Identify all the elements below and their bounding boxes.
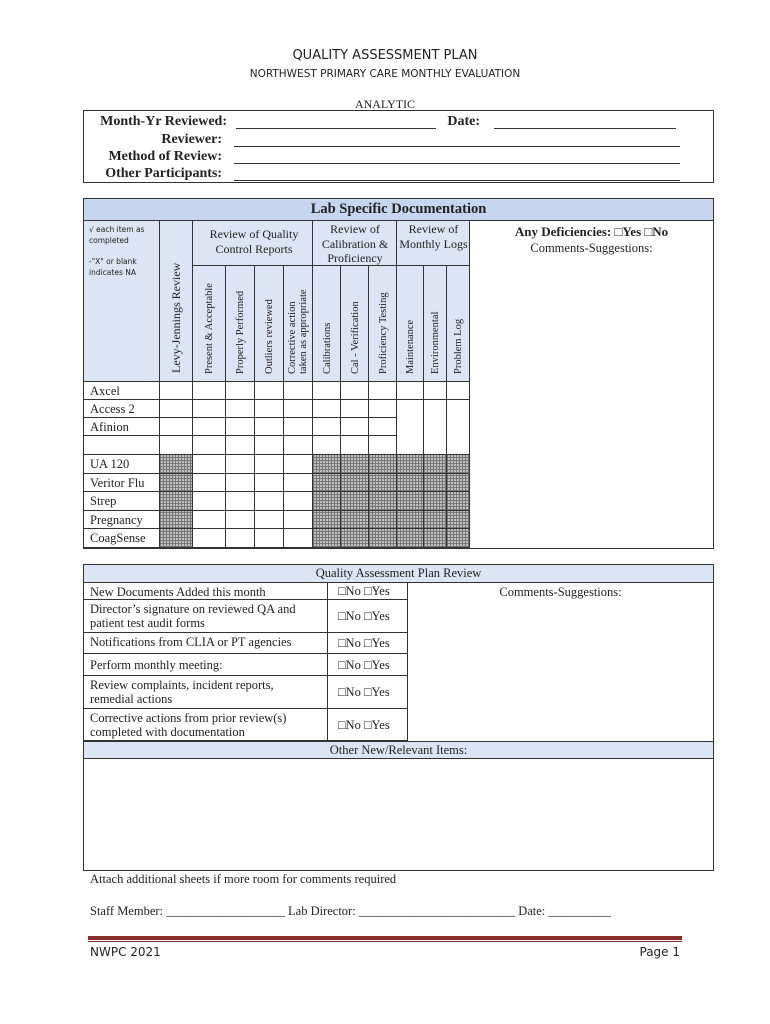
review-info-box [83,110,714,183]
check-cell[interactable] [369,382,397,400]
check-cell[interactable] [226,474,255,492]
instrument-row-b-3 [84,511,160,529]
instrument-label: Afinion [90,420,129,434]
check-cell[interactable] [341,400,369,418]
instrument-label: CoagSense [90,531,146,545]
department-label: ANALYTIC [354,97,416,111]
check-cell[interactable] [424,382,447,400]
col-problem-log-label: Problem Log [453,318,464,374]
instrument-row-a-0 [84,382,160,400]
legend-na: -"X" or blank indicates NA [89,257,137,277]
check-cell[interactable] [255,455,284,474]
check-cell[interactable] [160,418,193,436]
qa-item-row-5 [84,709,408,741]
check-cell[interactable] [226,511,255,529]
check-cell[interactable] [341,382,369,400]
col-calibrations-label: Calibrations [322,322,333,374]
qa-comments-label: Comments-Suggestions: [499,585,622,599]
qa-yes-no-5[interactable]: □No □Yes [338,718,390,732]
na-cell [313,529,341,548]
na-cell [447,455,470,474]
check-cell[interactable] [160,382,193,400]
check-cell[interactable] [255,492,284,511]
col-calibrations-header [313,266,341,382]
check-cell[interactable] [313,382,341,400]
reviewer-field[interactable] [234,146,680,147]
col-environmental-label: Environmental [430,311,441,374]
na-cell [369,511,397,529]
na-cell [369,455,397,474]
check-cell[interactable] [369,400,397,418]
check-cell[interactable] [341,436,369,455]
na-cell [369,474,397,492]
lab-documentation-table [83,198,714,549]
check-cell[interactable] [284,400,313,418]
monthly-log-cell[interactable] [447,400,470,455]
na-cell [341,529,369,548]
check-cell[interactable] [255,529,284,548]
qa-item-row-3 [84,654,408,676]
na-cell [424,474,447,492]
qa-yes-no-1[interactable]: □No □Yes [338,609,390,623]
qa-title: Quality Assessment Plan Review [84,565,713,583]
qa-item-label: Corrective actions from prior review(s) completed with documentation [90,711,287,739]
na-cell [369,529,397,548]
qa-item-label: Perform monthly meeting: [90,658,223,672]
month-yr-field[interactable] [236,128,436,129]
instrument-row-b-4 [84,529,160,548]
na-cell [341,455,369,474]
na-cell [369,492,397,511]
instrument-row-a-3 [84,436,160,455]
qa-yes-no-4[interactable]: □No □Yes [338,685,390,699]
na-cell [397,511,424,529]
check-cell[interactable] [369,418,397,436]
col-outliers-header [255,266,284,382]
na-cell [160,455,193,474]
quality-control-group [193,221,313,266]
check-cell[interactable] [226,418,255,436]
participants-label: Other Participants: [105,166,222,181]
check-cell[interactable] [226,382,255,400]
na-cell [160,529,193,548]
col-maintenance-label: Maintenance [405,319,416,374]
levy-jennings-label: Levy-Jennings Review [169,262,183,373]
lab-table-title: Lab Specific Documentation [84,199,713,221]
other-items-textarea[interactable] [84,759,713,870]
col-present-label: Present & Acceptable [204,283,215,374]
na-cell [313,455,341,474]
col-proficiency-label: Proficiency Testing [378,292,389,374]
na-cell [424,492,447,511]
check-cell[interactable] [255,511,284,529]
check-cell[interactable] [226,492,255,511]
check-cell[interactable] [255,400,284,418]
col-environmental-header [424,266,447,382]
deficiencies-area [470,221,713,548]
method-label: Method of Review: [108,149,222,164]
monthly-logs-group-label: Review of Monthly Logs [399,222,468,251]
check-cell[interactable] [193,529,226,548]
qa-yes-no-0[interactable]: □No □Yes [338,584,390,598]
col-proficiency-header [369,266,397,382]
monthly-log-cell[interactable] [397,400,424,455]
na-cell [447,474,470,492]
calibration-group [313,221,397,266]
footer-rule-thin [88,941,682,942]
na-cell [341,511,369,529]
date-field[interactable] [494,128,676,129]
na-cell [447,492,470,511]
footer-org-year: NWPC 2021 [90,945,161,959]
check-cell[interactable] [193,418,226,436]
qa-item-label: New Documents Added this month [90,585,266,599]
check-cell[interactable] [193,382,226,400]
col-maintenance-header [397,266,424,382]
na-cell [397,474,424,492]
month-yr-label: Month-Yr Reviewed: [100,114,227,129]
check-cell[interactable] [193,474,226,492]
levy-jennings-header [160,221,193,382]
col-present-header [193,266,226,382]
check-cell[interactable] [255,418,284,436]
calibration-group-label: Review of Calibration & Proficiency [321,222,389,265]
check-cell[interactable] [313,418,341,436]
col-corrective-label-1: Corrective action [287,301,298,374]
instrument-row-b-1 [84,474,160,492]
na-cell [160,511,193,529]
col-corrective-label-2: taken as appropriate [298,289,309,374]
na-cell [424,455,447,474]
instrument-label: Veritor Flu [90,476,145,490]
na-cell [397,529,424,548]
check-cell[interactable] [284,529,313,548]
date-label: Date: [447,114,480,129]
qa-review-table [83,564,714,871]
check-cell[interactable] [255,474,284,492]
instrument-label: Access 2 [90,402,135,416]
instrument-label: Pregnancy [90,513,143,527]
col-properly-header [226,266,255,382]
check-cell[interactable] [341,418,369,436]
other-items-header: Other New/Relevant Items: [84,741,713,759]
check-cell[interactable] [193,455,226,474]
attach-note: Attach additional sheets if more room for comments required [90,872,397,886]
qa-item-label: Director’s signature on reviewed QA and patient test audit forms [90,602,296,630]
na-cell [313,492,341,511]
col-corrective-header [284,266,313,382]
deficiencies-label[interactable]: Any Deficiencies: □Yes □No [514,224,669,239]
document-title: QUALITY ASSESSMENT PLAN [292,48,478,63]
check-cell[interactable] [226,436,255,455]
na-cell [424,511,447,529]
col-cal-verification-header [341,266,369,382]
qa-item-row-2 [84,633,408,654]
qa-item-row-1 [84,600,408,633]
qa-item-label: Notifications from CLIA or PT agencies [90,635,292,649]
monthly-log-cell[interactable] [424,400,447,455]
check-cell[interactable] [226,455,255,474]
na-cell [313,474,341,492]
qa-item-row-4 [84,676,408,709]
instrument-label: UA 120 [90,457,130,471]
check-cell[interactable] [284,474,313,492]
qa-item-label: Review complaints, incident reports, remedial actions [90,678,274,706]
check-cell[interactable] [313,400,341,418]
check-cell[interactable] [193,492,226,511]
instrument-row-a-2 [84,418,160,436]
check-cell[interactable] [226,400,255,418]
instrument-label: Strep [90,494,117,508]
check-cell[interactable] [255,382,284,400]
na-cell [424,529,447,548]
instrument-label: Axcel [90,384,120,398]
check-cell[interactable] [369,436,397,455]
check-cell[interactable] [284,511,313,529]
na-cell [160,474,193,492]
footer-page-number: Page 1 [639,945,680,959]
quality-control-group-label: Review of Quality Control Reports [209,227,299,256]
legend-cell [84,221,160,382]
legend-check: √ each item as completed [89,225,145,245]
check-cell[interactable] [160,436,193,455]
na-cell [397,455,424,474]
col-problem-log-header [447,266,470,382]
na-cell [397,492,424,511]
na-cell [447,529,470,548]
col-outliers-label: Outliers reviewed [264,299,275,374]
qa-item-row-0 [84,583,408,600]
col-cal-verification-label: Cal - Verification [350,301,361,374]
instrument-row-b-0 [84,455,160,474]
reviewer-label: Reviewer: [161,132,222,147]
check-cell[interactable] [447,382,470,400]
check-cell[interactable] [284,382,313,400]
check-cell[interactable] [193,400,226,418]
check-cell[interactable] [255,436,284,455]
na-cell [341,492,369,511]
col-properly-label: Properly Performed [235,290,246,374]
check-cell[interactable] [193,436,226,455]
document-subtitle: NORTHWEST PRIMARY CARE MONTHLY EVALUATION [249,68,521,80]
na-cell [160,492,193,511]
check-cell[interactable] [160,400,193,418]
na-cell [341,474,369,492]
check-cell[interactable] [313,436,341,455]
check-cell[interactable] [284,455,313,474]
na-cell [447,511,470,529]
check-cell[interactable] [284,436,313,455]
footer-rule [88,936,682,940]
check-cell[interactable] [284,418,313,436]
monthly-logs-group [397,221,470,266]
lab-comments-label: Comments-Suggestions: [530,241,653,255]
na-cell [313,511,341,529]
check-cell[interactable] [284,492,313,511]
method-field[interactable] [234,163,680,164]
instrument-row-b-2 [84,492,160,511]
check-cell[interactable] [397,382,424,400]
signature-line[interactable]: Staff Member: ___________________ Lab Director: _________________________ Date: __________ [90,904,611,918]
check-cell[interactable] [226,529,255,548]
instrument-row-a-1 [84,400,160,418]
qa-yes-no-3[interactable]: □No □Yes [338,658,390,672]
participants-field[interactable] [234,180,680,181]
qa-yes-no-2[interactable]: □No □Yes [338,636,390,650]
check-cell[interactable] [193,511,226,529]
